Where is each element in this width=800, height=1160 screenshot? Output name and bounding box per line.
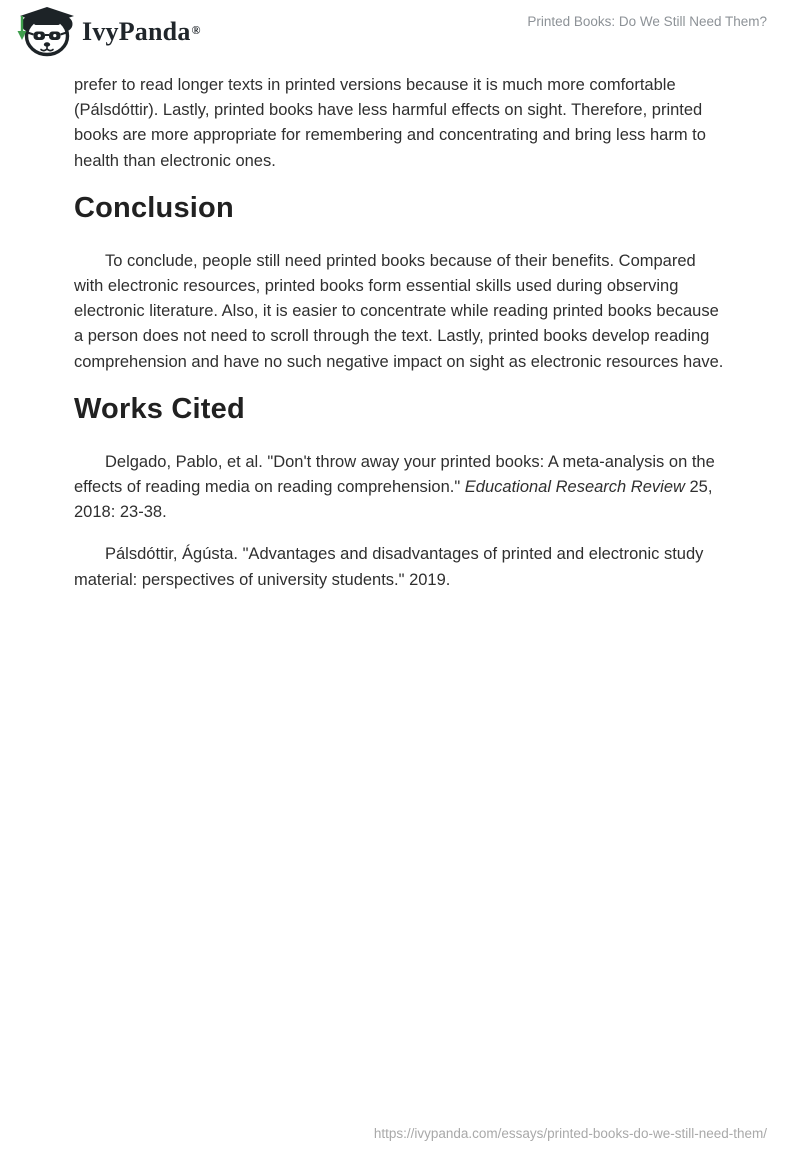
essay-body [74,73,728,610]
registered-trademark-symbol: ® [191,22,201,37]
citation-text: 25, 2018: 23-38. [74,478,713,522]
continuation-paragraph: prefer to read longer texts in printed versions because it is much more comfortable (Pálsdóttir). Lastly, printed books have less harmful effects on sight. Therefore, printed books are more appropriate for remembering and concentrating and bring less harm to health than electronic ones. [74,76,706,170]
ivypanda-logo [14,6,201,58]
citation-entry [74,542,728,592]
conclusion-paragraph: To conclude, people still need printed books because of their benefits. Compared with electronic resources, printed books form essential skills used during observing electronic literature. Also, it is easier to concentrate while reading printed books because a person does not need to scroll through the text. Lastly, printed books develop reading comprehension and have no such negative impact on sight as electronic resources have. [74,251,724,371]
works-cited-heading: Works Cited [74,392,245,425]
source-url: https://ivypanda.com/essays/printed-books-do-we-still-need-them/ [373,1126,767,1141]
citation-entry [74,450,728,526]
conclusion-heading: Conclusion [74,191,234,224]
citation-text: Pálsdóttir, Ágústa. "Advantages and disadvantages of printed and electronic study material: perspectives of university students." 2019. [74,545,704,589]
panda-graduation-cap-icon [14,6,76,58]
citation-journal-title: Educational Research Review [464,478,685,497]
brand-name: IvyPanda [82,17,191,46]
brand-wordmark [82,17,201,47]
page-header [0,0,800,62]
document-title: Printed Books: Do We Still Need Them? [527,14,767,29]
citation-text: Delgado, Pablo, et al. "Don't throw away your printed books: A meta-analysis on the effects of reading media on reading comprehension." [74,452,715,497]
